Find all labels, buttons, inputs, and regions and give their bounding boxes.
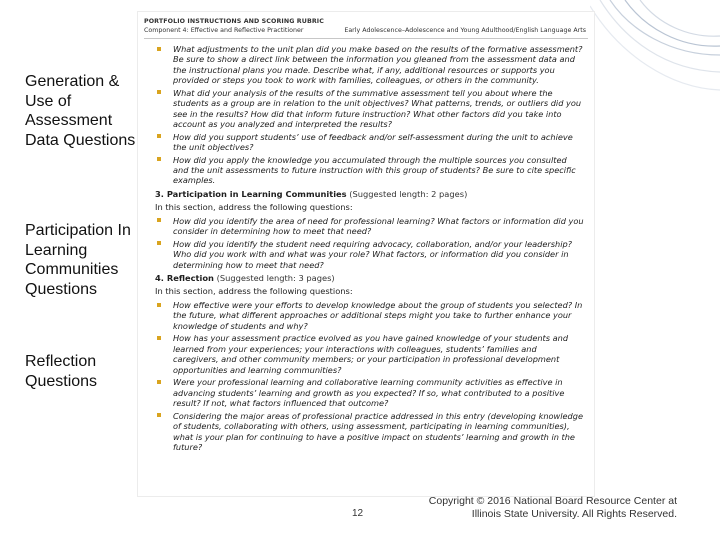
document-component: Component 4: Effective and Reflective Practitioner <box>144 27 304 34</box>
page-number: 12 <box>352 508 364 519</box>
question-item: How did you support students’ use of feedback and/or self-assessment during the unit to achieve the unit objectives? <box>155 132 584 153</box>
question-item: How has your assessment practice evolved as you have gained knowledge of your students and learned from your experiences; your interactions with colleagues, students’ families and caregivers, and other community members; or your participation in professional development opportunities and learning communities? <box>155 333 584 375</box>
corner-wave-decoration <box>590 0 720 95</box>
question-item: Were your professional learning and collaborative learning community activities as effective in advancing students’ learning and growth as you expected? If so, what contributed to a positive result? If not, what factors influenced that outcome? <box>155 377 584 408</box>
portfolio-document-excerpt <box>138 12 594 496</box>
question-item: How did you apply the knowledge you accumulated through the multiple sources you consulted and the unit assessments to future instruction with this group of students? Be sure to cite specific examples. <box>155 155 584 186</box>
reflection-questions-label: Reflection Questions <box>25 353 98 390</box>
document-header <box>138 12 594 35</box>
generation-assessment-data-label: Generation & Use of Assessment Data Questions <box>25 73 136 149</box>
generation-question-list <box>155 44 584 186</box>
participation-learning-communities-label: Participation In Learning Communities Questions <box>25 222 131 298</box>
question-item: How effective were your efforts to develop knowledge about the group of students you selected? In the future, what different approaches or additional steps might you take to further enhance your knowledge of students and why? <box>155 300 584 331</box>
section-3-heading: 3. Participation in Learning Communities (Suggested length: 2 pages) <box>155 188 468 199</box>
section-3-intro: In this section, address the following questions: <box>155 201 353 212</box>
question-item: What did your analysis of the results of the summative assessment tell you about where the students as a group are in relation to the unit objectives? What patterns, trends, or outliers did you see in the results? How did that inform future instruction? What other factors did you take into account as you analyzed and interpreted the results? <box>155 88 584 130</box>
reflection-question-list <box>155 300 584 452</box>
section-4-intro: In this section, address the following questions: <box>155 286 353 297</box>
question-item: Considering the major areas of professional practice addressed in this entry (developing knowledge of students, collaborating with others, using assessment, participating in learning communities), what is your plan for continuing to have a positive impact on students’ learning and growth in the future? <box>155 411 584 453</box>
participation-question-list <box>155 216 584 270</box>
section-4-heading: 4. Reflection (Suggested length: 3 pages) <box>155 273 335 284</box>
document-certificate: Early Adolescence–Adolescence and Young Adulthood/English Language Arts <box>344 27 586 34</box>
question-item: How did you identify the area of need for professional learning? What factors or information did you consider in determining how to meet that need? <box>155 216 584 237</box>
document-title: PORTFOLIO INSTRUCTIONS AND SCORING RUBRIC <box>144 18 324 25</box>
copyright-notice: Copyright © 2016 National Board Resource Center at Illinois State University. All Rights Reserved. <box>428 495 677 520</box>
question-item: What adjustments to the unit plan did you make based on the results of the formative assessment? Be sure to show a direct link between the information you gleaned from the assessment data and the instructional plans you made. Describe what, if any, additional resources or supports you provided or steps you took to work with families, colleagues, or others in the community. <box>155 44 584 86</box>
question-item: How did you identify the student need requiring advocacy, collaboration, and/or your leadership? Who did you work with and what was your role? What factors, or information did you consider in determining how to meet that need? <box>155 239 584 270</box>
